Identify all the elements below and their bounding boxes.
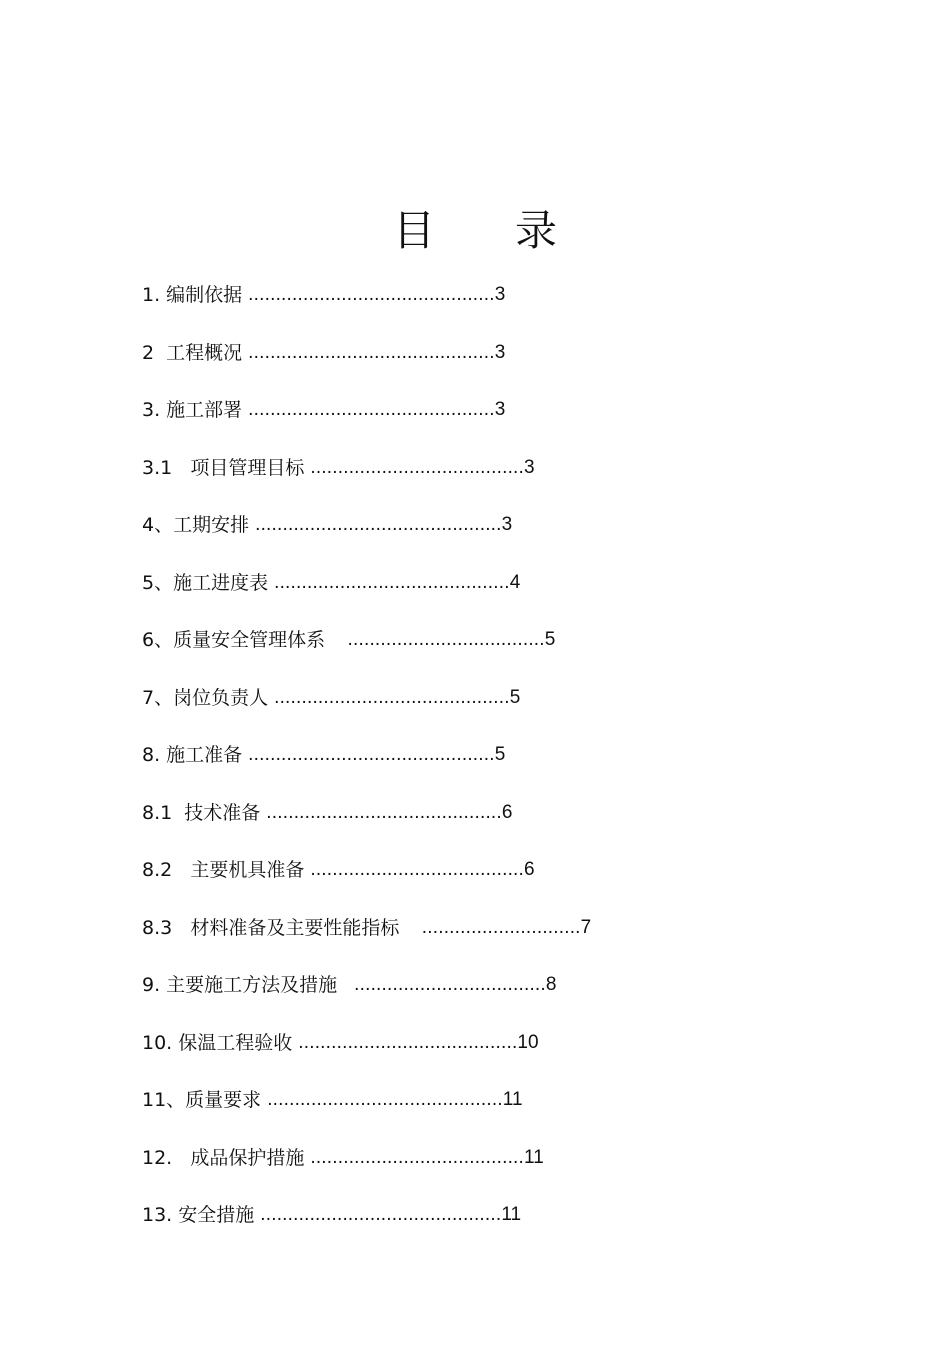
toc-entry[interactable] [142,340,842,398]
toc-entry[interactable] [142,915,842,973]
toc-page-number: 3 [501,514,513,535]
toc-entry-label: 13. 安全措施 [142,1204,255,1226]
toc-entry-label: 10. 保温工程验收 [142,1031,293,1054]
toc-entry[interactable] [142,800,842,858]
toc-leader-dots: ............................................. [248,399,495,420]
toc-leader-dots: ............................................ [260,1204,502,1225]
toc-entry[interactable] [142,1030,842,1088]
toc-leader-dots: ....................................... [310,456,525,478]
toc-entry-label: 8.2 主要机具准备 [142,859,305,881]
toc-leader-dots: ............................................. [255,514,502,535]
toc-page-number: 3 [524,456,535,478]
toc-entry-label: 3. 施工部署 [142,399,243,421]
toc-entry-label: 11、质量要求 [142,1089,262,1111]
toc-page-number: 7 [580,916,592,938]
toc-leader-dots: ............................. [405,916,581,938]
toc-entry[interactable] [142,685,842,743]
toc-page-number: 11 [524,1146,544,1168]
table-of-contents [142,282,842,1260]
toc-page-number: 4 [509,571,521,593]
toc-page-number: 5 [509,686,521,708]
toc-entry-label: 5、施工进度表 [142,571,269,594]
toc-leader-dots: .................................... [331,629,545,650]
toc-entry[interactable] [142,512,842,570]
toc-page-number: 3 [494,399,506,420]
toc-leader-dots: ........................................... [267,1089,503,1110]
toc-entry-label: 4、工期安排 [142,514,250,536]
toc-page-number: 6 [501,801,513,823]
toc-leader-dots: ................................... [343,974,546,995]
toc-leader-dots: ....................................... [310,859,525,880]
toc-leader-dots: ............................................. [248,744,495,765]
toc-entry[interactable] [142,455,842,513]
toc-entry[interactable] [142,1202,842,1260]
toc-entry-label: 8.1 技术准备 [142,801,261,824]
toc-page-number: 3 [494,341,506,363]
toc-entry[interactable] [142,570,842,628]
toc-title-text: 目 录 [392,206,558,255]
toc-leader-dots: ........................................... [274,686,510,708]
toc-entry-label: 8. 施工准备 [142,744,243,766]
toc-entry[interactable] [142,972,842,1030]
toc-page-number: 8 [545,974,557,995]
toc-leader-dots: ........................................... [266,801,502,823]
toc-leader-dots: ............................................. [248,341,495,363]
toc-entry-label: 12. 成品保护措施 [142,1146,305,1169]
toc-page-number: 10 [517,1031,539,1053]
toc-title [0,206,950,256]
toc-entry[interactable] [142,857,842,915]
toc-entry[interactable] [142,1087,842,1145]
toc-page-number: 5 [494,744,506,765]
toc-entry[interactable] [142,282,842,340]
toc-page-number: 11 [501,1204,522,1225]
toc-leader-dots: ....................................... [310,1146,525,1168]
toc-entry[interactable] [142,1145,842,1203]
toc-leader-dots: ........................................... [274,571,510,593]
toc-page-number: 5 [544,629,556,650]
toc-leader-dots: ............................................. [248,284,495,305]
toc-entry[interactable] [142,627,842,685]
toc-page-number: 11 [502,1089,523,1110]
toc-entry[interactable] [142,742,842,800]
toc-entry[interactable] [142,397,842,455]
toc-page-number: 6 [524,859,535,880]
toc-entry-label: 2 工程概况 [142,341,243,364]
toc-entry-label: 3.1 项目管理目标 [142,456,305,479]
toc-entry-label: 9. 主要施工方法及措施 [142,974,338,996]
toc-entry-label: 8.3 材料准备及主要性能指标 [142,916,400,939]
toc-entry-label: 7、岗位负责人 [142,686,269,709]
toc-page-number: 3 [494,284,506,305]
toc-leader-dots: ........................................ [298,1031,518,1053]
toc-entry-label: 6、质量安全管理体系 [142,629,326,651]
toc-entry-label: 1. 编制依据 [142,284,243,306]
